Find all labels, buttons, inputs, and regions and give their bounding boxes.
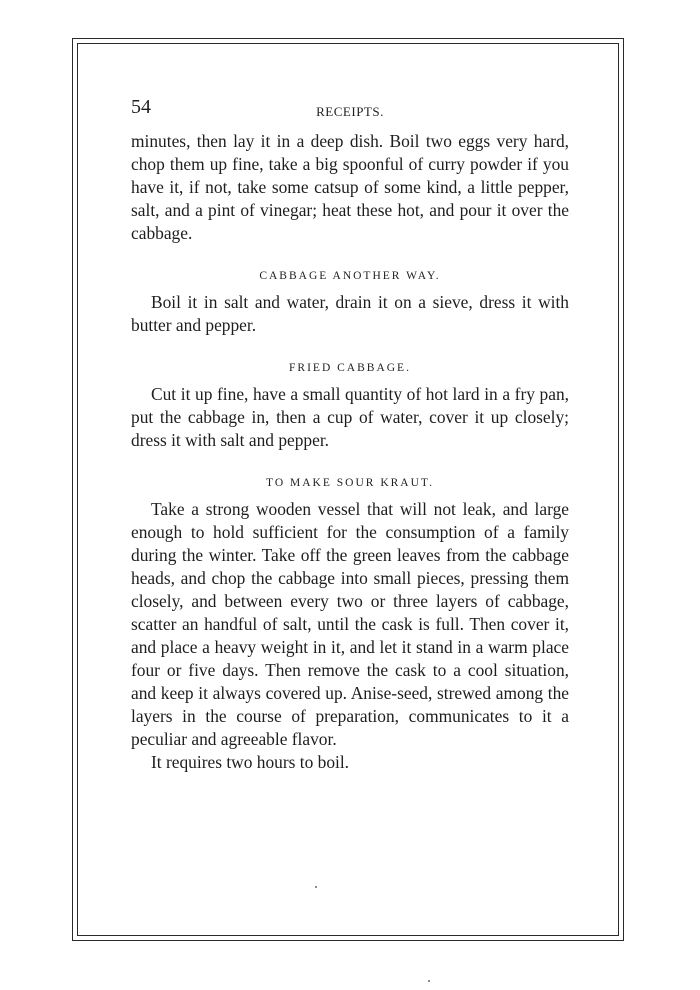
page-number: 54 xyxy=(131,96,151,118)
recipe-heading-sour-kraut: TO MAKE SOUR KRAUT. xyxy=(266,477,434,489)
page-content xyxy=(131,96,569,774)
recipe-paragraph: Take a strong wooden vessel that will not leak, and large enough to hold sufficient for the consumption of a family during the winter. Take off the green leaves from the cabbage heads, and chop the cabbage into small pieces, pressing them closely, and between every two or three layers of cabbage, scatter an handful of salt, until the cask is full. Then cover it, and place a heavy weight in it, and let it stand in a warm place four or five days. Then remove the cask to a cool situation, and keep it always covered up. Anise-seed, strewed among the layers in the course of preparation, communicates to it a peculiar and agreeable flavor. xyxy=(131,499,569,749)
recipe-heading-fried-cabbage: FRIED CABBAGE. xyxy=(289,362,411,374)
ink-speck xyxy=(315,886,317,888)
recipe-paragraph: Boil it in salt and water, drain it on a sieve, dress it with butter and pepper. xyxy=(131,292,569,335)
recipe-heading-cabbage-another-way: CABBAGE ANOTHER WAY. xyxy=(259,270,441,282)
ink-speck xyxy=(428,980,430,982)
continuation-paragraph: minutes, then lay it in a deep dish. Boil two eggs very hard, chop them up fine, take a big spoonful of curry powder if you have it, if not, take some catsup of some kind, a little pepper, salt, and a pint of vinegar; heat these hot, and pour it over the cabbage. xyxy=(131,131,569,243)
recipe-paragraph: It requires two hours to boil. xyxy=(151,752,350,772)
recipe-paragraph: Cut it up fine, have a small quantity of hot lard in a fry pan, put the cabbage in, then a cup of water, cover it up closely; dress it with salt and pepper. xyxy=(131,384,569,450)
running-head: RECEIPTS. xyxy=(316,104,384,119)
page-header xyxy=(131,96,569,130)
